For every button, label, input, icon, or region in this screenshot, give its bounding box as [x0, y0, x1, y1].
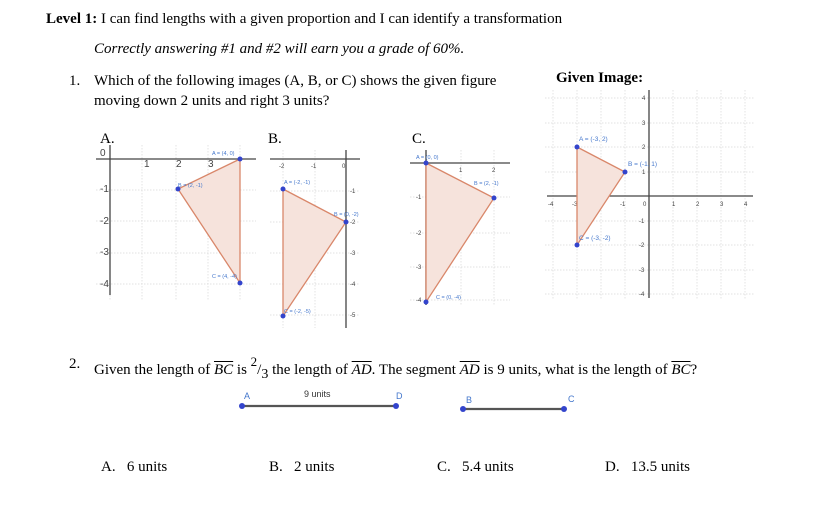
point-c	[238, 281, 243, 286]
point-b	[344, 220, 349, 225]
point-b	[492, 196, 497, 201]
x-tick: 3	[208, 159, 214, 170]
point-a	[239, 403, 245, 409]
q2-text-2: is	[236, 362, 247, 378]
y-tick: -1	[639, 219, 645, 225]
y-tick: -4	[350, 282, 356, 288]
answer-d-value: 13.5 units	[630, 459, 691, 475]
graph-given-image	[545, 90, 755, 300]
x-tick: 1	[459, 168, 463, 174]
x-tick: -3	[572, 202, 578, 208]
y-tick: -1	[350, 189, 356, 195]
point-c	[575, 243, 580, 248]
y-tick: -2	[100, 216, 109, 227]
label-a: A	[244, 391, 251, 401]
x-tick: 2	[492, 168, 496, 174]
y-tick: -2	[350, 220, 356, 226]
answer-c[interactable]	[437, 459, 514, 476]
point-a	[424, 161, 429, 166]
q1-line-1: Which of the following images (A, B, or C) shows the given figure	[94, 73, 497, 89]
grade-note: Correctly answering #1 and #2 will earn you a grade of 60%.	[94, 41, 465, 57]
answer-d[interactable]	[605, 459, 690, 476]
q2-segment-ad: $\overline{AD}$	[351, 362, 372, 378]
q2-segment-ad-2: $\overline{AD}$	[459, 362, 480, 378]
q2-text-3: the length of	[272, 362, 348, 378]
length-label: 9 units	[304, 389, 331, 399]
answer-d-letter: D.	[605, 459, 620, 475]
y-tick: -2	[639, 243, 645, 249]
given-image-title: Given Image:	[556, 70, 644, 86]
x-tick: 4	[744, 202, 748, 208]
q2-segment-bc-2: $\overline{BC}$	[671, 362, 691, 378]
point-a-label: A = (-3, 2)	[579, 136, 608, 143]
answer-a-letter: A.	[101, 459, 116, 475]
y-tick: -1	[416, 195, 422, 201]
point-b-label: B = (-1, 1)	[628, 161, 658, 168]
point-c	[424, 300, 429, 305]
y-tick: -3	[639, 268, 645, 274]
q2-fraction-numerator: 2	[250, 354, 258, 369]
answer-b-letter: B.	[269, 459, 283, 475]
y-tick: -5	[350, 313, 356, 319]
option-c-letter: C.	[412, 131, 426, 147]
point-c-label: C = (-3, -2)	[579, 235, 611, 242]
answer-c-letter: C.	[437, 459, 451, 475]
point-c-label: C = (4, -4)	[212, 274, 237, 280]
x-tick: 2	[696, 202, 700, 208]
q2-segment-bc: $\overline{BC}$	[213, 362, 234, 378]
point-b-label: B = (2, -1)	[474, 181, 499, 187]
y-tick: -4	[639, 292, 645, 298]
x-tick: 1	[672, 202, 676, 208]
x-tick: -4	[548, 202, 554, 208]
point-c-label: C = (-2, -5)	[284, 309, 311, 315]
y-tick: -4	[100, 279, 109, 290]
level-text: I can find lengths with a given proportion and I can identify a transformation	[100, 11, 563, 27]
option-a-letter: A.	[100, 131, 115, 147]
level-label: Level 1:	[46, 11, 98, 27]
q2-text-5: is 9 units, what is the length of	[483, 362, 668, 378]
x-tick: 1	[144, 159, 150, 170]
label-d: D	[396, 391, 403, 401]
segment-bc-diagram	[452, 390, 582, 418]
graph-option-c	[410, 150, 510, 305]
q2-fraction-denominator: 3	[261, 367, 269, 382]
triangle	[283, 189, 346, 316]
y-tick: -2	[416, 231, 422, 237]
answer-b[interactable]	[269, 459, 334, 476]
q2-fraction: $^2/_3$	[250, 354, 269, 382]
q1-number: 1.	[69, 73, 81, 89]
x-tick: -2	[279, 164, 285, 170]
point-b-label: B = (0, -2)	[334, 212, 359, 218]
segment-ad-diagram	[232, 385, 412, 415]
point-c-label: C = (0, -4)	[436, 295, 461, 301]
x-tick: 0	[342, 164, 346, 170]
answer-a[interactable]	[101, 459, 167, 476]
point-b	[623, 170, 628, 175]
level-heading	[46, 11, 562, 28]
answer-c-value: 5.4 units	[462, 459, 514, 475]
label-c: C	[568, 394, 575, 404]
x-tick: -1	[620, 202, 626, 208]
y-tick: 2	[642, 145, 646, 151]
q2-number: 2.	[69, 356, 81, 372]
point-a	[238, 157, 243, 162]
x-tick: 0	[643, 202, 647, 208]
y-tick: -3	[350, 251, 356, 257]
q2-text-1: Given the length of	[94, 362, 211, 378]
y-tick: -3	[416, 265, 422, 271]
x-tick: 3	[720, 202, 724, 208]
point-a-label: A = (0, 0)	[416, 155, 439, 161]
y-tick: -4	[416, 298, 422, 304]
graph-option-a	[96, 145, 256, 300]
option-b-letter: B.	[268, 131, 282, 147]
point-d	[393, 403, 399, 409]
y-tick: -1	[100, 184, 109, 195]
y-tick: 3	[642, 121, 646, 127]
x-tick: 2	[176, 159, 182, 170]
q2-prompt	[94, 356, 697, 383]
point-a-label: A = (4, 0)	[212, 151, 235, 157]
point-b-label: B = (2, -1)	[178, 183, 203, 189]
answer-a-value: 6 units	[126, 459, 168, 475]
point-a	[281, 187, 286, 192]
q2-text-4: . The segment	[371, 362, 456, 378]
graph-option-b	[270, 150, 360, 328]
x-tick: -1	[311, 164, 317, 170]
point-c	[561, 406, 567, 412]
y-tick: 4	[642, 96, 646, 102]
point-a	[575, 145, 580, 150]
answer-b-value: 2 units	[294, 459, 335, 475]
origin-tick: 0	[100, 148, 106, 159]
q1-line-2: moving down 2 units and right 3 units?	[94, 93, 330, 109]
y-tick: -3	[100, 247, 109, 258]
label-b: B	[466, 395, 473, 405]
q2-text-6: ?	[690, 362, 698, 378]
point-b	[460, 406, 466, 412]
y-tick: 1	[642, 170, 646, 176]
point-a-label: A = (-2, -1)	[284, 180, 311, 186]
